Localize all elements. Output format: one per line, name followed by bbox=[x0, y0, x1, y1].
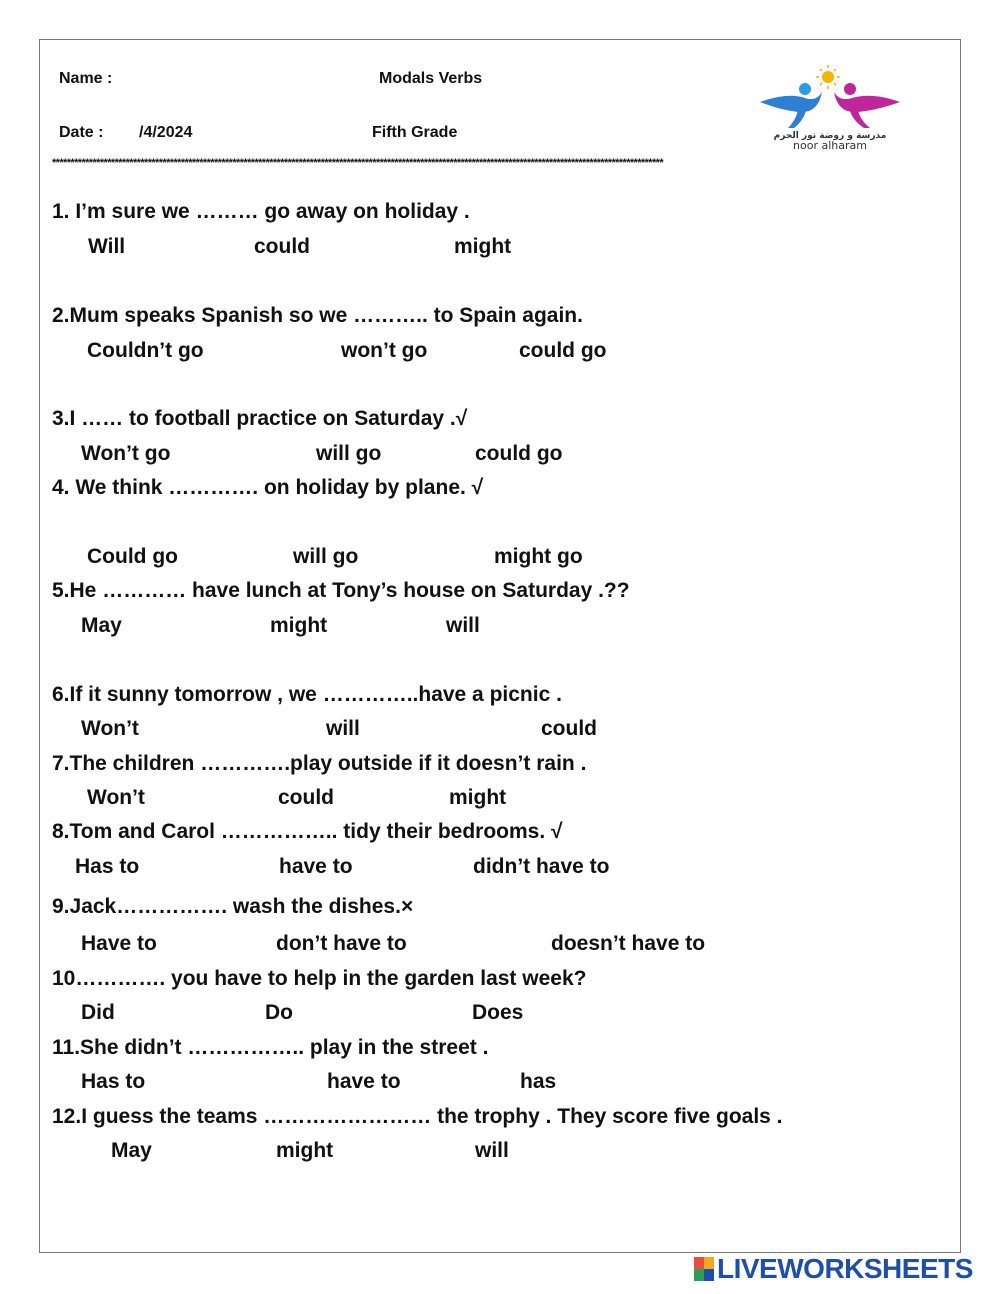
children-icon bbox=[760, 83, 900, 128]
q4-option-c[interactable]: might go bbox=[494, 545, 583, 568]
badge-cell-4 bbox=[704, 1269, 714, 1281]
question-8: 8.Tom and Carol …………….. tidy their bedrooms. √ bbox=[52, 820, 563, 843]
q11-option-a[interactable]: Has to bbox=[81, 1070, 146, 1093]
question-7: 7.The children ………….play outside if it doesn’t rain . bbox=[52, 752, 587, 775]
q1-option-c[interactable]: might bbox=[454, 235, 512, 258]
q12-option-c[interactable]: will bbox=[475, 1139, 509, 1162]
q7-option-b[interactable]: could bbox=[278, 786, 334, 809]
q2-option-c[interactable]: could go bbox=[519, 339, 607, 362]
q1-option-a[interactable]: Will bbox=[88, 235, 126, 258]
q12-option-b[interactable]: might bbox=[276, 1139, 334, 1162]
logo-arabic-text: مدرسة و روضة نور الحرم bbox=[773, 131, 887, 141]
q3-option-a[interactable]: Won’t go bbox=[81, 442, 171, 465]
liveworksheets-logo[interactable] bbox=[694, 1254, 973, 1284]
q6-option-b[interactable]: will bbox=[326, 717, 360, 740]
q7-option-c[interactable]: might bbox=[449, 786, 507, 809]
q9-option-b[interactable]: don’t have to bbox=[276, 932, 407, 955]
q5-option-b[interactable]: might bbox=[270, 614, 328, 637]
q10-option-a[interactable]: Did bbox=[81, 1001, 115, 1024]
question-6: 6.If it sunny tomorrow , we …………..have a picnic . bbox=[52, 683, 562, 706]
q5-option-c[interactable]: will bbox=[446, 614, 480, 637]
question-9: 9.Jack……………. wash the dishes.× bbox=[52, 895, 414, 918]
q4-option-a[interactable]: Could go bbox=[87, 545, 178, 568]
q12-option-a[interactable]: May bbox=[111, 1139, 152, 1162]
liveworksheets-brand: LIVEWORKSHEETS bbox=[717, 1253, 973, 1284]
badge-cell-1 bbox=[694, 1257, 704, 1269]
question-11: 11.She didn’t …………….. play in the street . bbox=[52, 1036, 489, 1059]
worksheet-title: Modals Verbs bbox=[379, 70, 483, 87]
q8-option-c[interactable]: didn’t have to bbox=[473, 855, 610, 878]
q8-option-b[interactable]: have to bbox=[279, 855, 353, 878]
question-2: 2.Mum speaks Spanish so we ……….. to Spain again. bbox=[52, 304, 583, 327]
q9-option-a[interactable]: Have to bbox=[81, 932, 157, 955]
q10-option-c[interactable]: Does bbox=[472, 1001, 524, 1024]
q6-option-a[interactable]: Won’t bbox=[81, 717, 139, 740]
date-value: /4/2024 bbox=[139, 124, 193, 141]
q4-option-b[interactable]: will go bbox=[293, 545, 359, 568]
question-4: 4. We think …………. on holiday by plane. √ bbox=[52, 476, 484, 499]
q5-option-a[interactable]: May bbox=[81, 614, 122, 637]
date-label: Date : bbox=[59, 124, 104, 141]
badge-cell-2 bbox=[704, 1257, 714, 1269]
badge-cell-3 bbox=[694, 1269, 704, 1281]
name-label: Name : bbox=[59, 70, 113, 87]
q10-option-b[interactable]: Do bbox=[265, 1001, 293, 1024]
q6-option-c[interactable]: could bbox=[541, 717, 597, 740]
q11-option-b[interactable]: have to bbox=[327, 1070, 401, 1093]
q2-option-a[interactable]: Couldn’t go bbox=[87, 339, 204, 362]
question-3: 3.I …… to football practice on Saturday .√ bbox=[52, 407, 468, 430]
q7-option-a[interactable]: Won’t bbox=[87, 786, 145, 809]
q11-option-c[interactable]: has bbox=[520, 1070, 557, 1093]
q3-option-c[interactable]: could go bbox=[475, 442, 563, 465]
question-10: 10…………. you have to help in the garden last week? bbox=[52, 967, 587, 990]
separator-stars: ********************************************************************************************************************************************************************** bbox=[52, 157, 664, 169]
sun-icon bbox=[816, 65, 840, 89]
q9-option-c[interactable]: doesn’t have to bbox=[551, 932, 706, 955]
question-5: 5.He ………… have lunch at Tony’s house on Saturday .?? bbox=[52, 579, 630, 602]
liveworksheets-badge-icon bbox=[694, 1257, 714, 1281]
school-logo bbox=[758, 62, 903, 152]
q1-option-b[interactable]: could bbox=[254, 235, 310, 258]
question-12: 12.I guess the teams …………………… the trophy . They score five goals . bbox=[52, 1105, 783, 1128]
q3-option-b[interactable]: will go bbox=[316, 442, 382, 465]
q2-option-b[interactable]: won’t go bbox=[341, 339, 428, 362]
logo-latin-text: noor alharam bbox=[793, 139, 867, 152]
grade-label: Fifth Grade bbox=[372, 124, 458, 141]
question-1: 1. I’m sure we ……… go away on holiday . bbox=[52, 200, 470, 223]
q8-option-a[interactable]: Has to bbox=[75, 855, 140, 878]
